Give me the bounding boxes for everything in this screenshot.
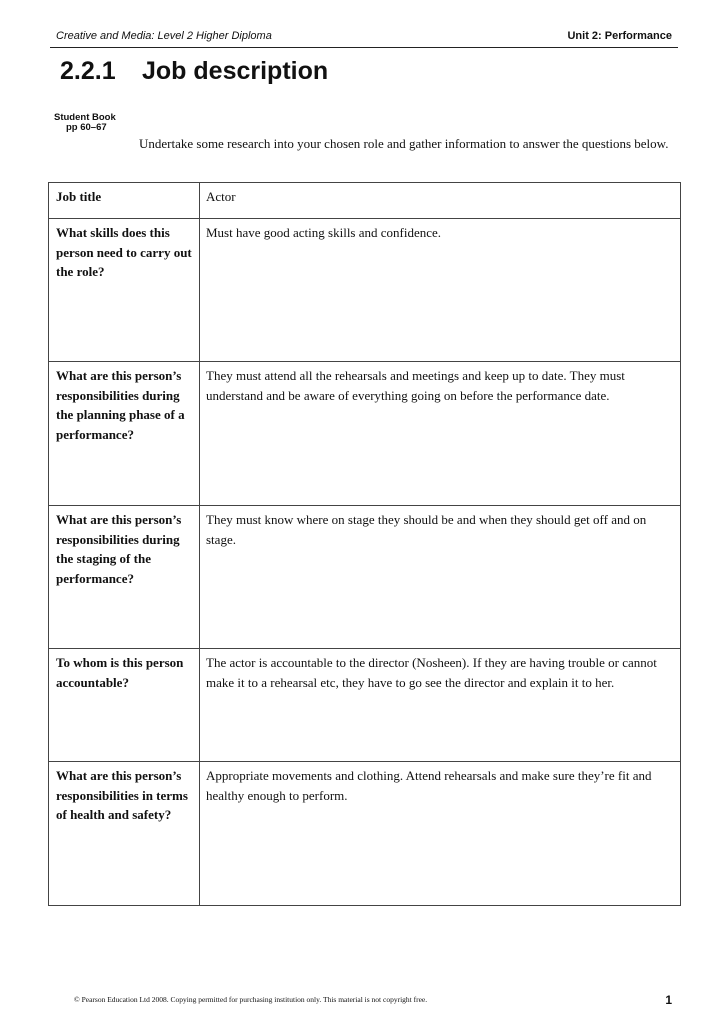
section-number: 2.2.1 <box>60 57 116 85</box>
footer-copyright: © Pearson Education Ltd 2008. Copying permitted for purchasing institution only. This material is not copyright free. <box>74 995 428 1004</box>
student-book-label: Student Book <box>54 112 116 123</box>
student-book-reference <box>54 113 116 133</box>
question-cell: What are this person’s responsibilities in terms of health and safety? <box>49 762 200 906</box>
header-divider <box>50 47 678 48</box>
header-course: Creative and Media: Level 2 Higher Diploma <box>56 30 272 42</box>
answer-cell: Must have good acting skills and confidence. <box>200 219 681 362</box>
question-cell: What are this person’s responsibilities during the planning phase of a performance? <box>49 362 200 506</box>
table-row <box>49 219 681 362</box>
question-cell: What are this person’s responsibilities during the staging of the performance? <box>49 506 200 649</box>
table-row <box>49 506 681 649</box>
job-description-table <box>48 182 681 906</box>
answer-cell: Actor <box>200 183 681 219</box>
section-title: Job description <box>142 57 329 85</box>
table-row <box>49 649 681 762</box>
table-row <box>49 762 681 906</box>
table-row <box>49 362 681 506</box>
question-cell: Job title <box>49 183 200 219</box>
answer-cell: They must attend all the rehearsals and meetings and keep up to date. They must understand and be aware of everything going on before the performance date. <box>200 362 681 506</box>
question-cell: To whom is this person accountable? <box>49 649 200 762</box>
page-number: 1 <box>665 993 672 1007</box>
instructions: Undertake some research into your chosen role and gather information to answer the questions below. <box>139 136 669 151</box>
question-cell: What skills does this person need to carry out the role? <box>49 219 200 362</box>
header-unit: Unit 2: Performance <box>567 30 672 42</box>
table-row <box>49 183 681 219</box>
answer-cell: The actor is accountable to the director (Nosheen). If they are having trouble or cannot make it to a rehearsal etc, they have to go see the director and explain it to her. <box>200 649 681 762</box>
page-title <box>60 57 328 86</box>
answer-cell: They must know where on stage they should be and when they should get off and on stage. <box>200 506 681 649</box>
student-book-pages: pp 60–67 <box>66 122 107 133</box>
answer-cell: Appropriate movements and clothing. Attend rehearsals and make sure they’re fit and healthy enough to perform. <box>200 762 681 906</box>
